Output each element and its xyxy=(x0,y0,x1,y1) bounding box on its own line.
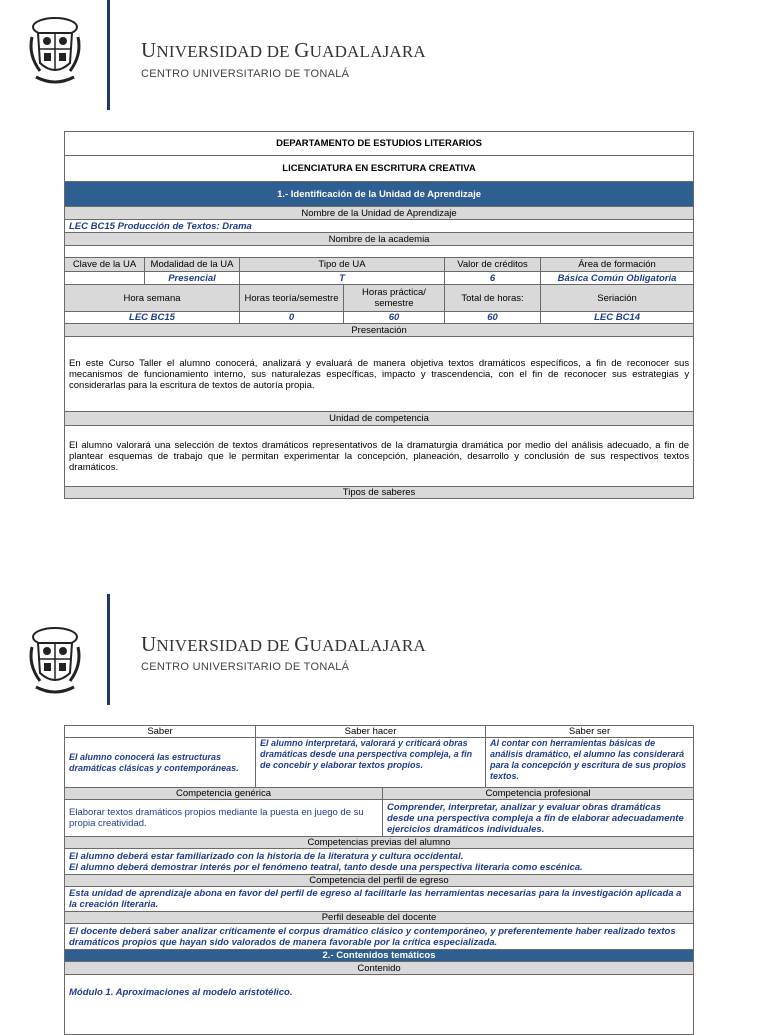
egress-profile-label: Competencia del perfil de egreso xyxy=(65,875,694,887)
area-value: Básica Común Obligatoria xyxy=(541,272,694,285)
academy-label: Nombre de la academia xyxy=(65,233,694,246)
previous-competencies-text xyxy=(65,849,694,875)
ua-name-value: LEC BC15 Producción de Textos: Drama xyxy=(65,220,694,233)
department-title: DEPARTAMENTO DE ESTUDIOS LITERARIOS xyxy=(65,132,694,156)
area-header: Área de formación xyxy=(541,258,694,272)
ua-type-value: T xyxy=(240,272,445,285)
previous-competency-2: El alumno deberá demostrar interés por el fenómeno teatral, tanto desde una perspectiva literaria como escénica. xyxy=(69,861,583,873)
hours-theory-header: Horas teoría/semestre xyxy=(240,285,344,312)
hours-practice-value: 60 xyxy=(344,312,445,324)
previous-competency-1: El alumno deberá estar familiarizado con la historia de la literatura y cultura occidental. xyxy=(69,850,464,862)
ua-key-header: Clave de la UA xyxy=(65,258,145,272)
saber-ser-header: Saber ser xyxy=(486,726,694,738)
credits-header: Valor de créditos xyxy=(445,258,541,272)
university-name: UNIVERSIDAD DE GUADALAJARA xyxy=(141,632,426,656)
saber-hacer-header: Saber hacer xyxy=(256,726,486,738)
section-2-band: 2.- Contenidos temáticos xyxy=(65,950,694,962)
header-divider xyxy=(107,0,110,110)
hours-total-value: 60 xyxy=(445,312,541,324)
competence-label: Unidad de competencia xyxy=(65,412,694,426)
center-name: CENTRO UNIVERSITARIO DE TONALÁ xyxy=(141,661,350,673)
content-label: Contenido xyxy=(65,962,694,975)
hours-week-value: LEC BC15 xyxy=(65,312,240,324)
generic-competence-text: Elaborar textos dramáticos propios mediante la puesta en juego de su propia creatividad. xyxy=(65,800,383,837)
hours-week-header: Hora semana xyxy=(65,285,240,312)
presentation-label: Presentación xyxy=(65,324,694,337)
teacher-profile-text: El docente deberá saber analizar críticamente el corpus dramático clásico y contemporáneo, y preferentemente haber realizado textos dramáticos propios que hayan sido valorados de manera favorable por la crítica especializada. xyxy=(65,924,694,950)
header-divider xyxy=(107,594,110,705)
previous-competencies-label: Competencias previas del alumno xyxy=(65,837,694,849)
hours-total-header: Total de horas: xyxy=(445,285,541,312)
professional-competence-label: Competencia profesional xyxy=(383,788,694,800)
ua-name-label: Nombre de la Unidad de Aprendizaje xyxy=(65,207,694,220)
seriation-value: LEC BC14 xyxy=(541,312,694,324)
university-crest-icon xyxy=(26,625,84,699)
center-name: CENTRO UNIVERSITARIO DE TONALÁ xyxy=(141,68,350,80)
saber-hacer-value: El alumno interpretará, valorará y criticará obras dramáticas desde una perspectiva compleja, a fin de concebir y elaborar textos propios. xyxy=(256,738,486,788)
competence-text: El alumno valorará una selección de textos dramáticos representativos de la dramaturgia dramática por medio del análisis adecuado, a fin de plantear esquemas de trabajo que le permitan experimentar la concepción, planeación, desarrollo y conclusión de sus respectivos textos dramáticos. xyxy=(65,426,694,487)
page1-header xyxy=(0,0,768,120)
ua-key-value xyxy=(65,272,145,285)
knowledge-types-label: Tipos de saberes xyxy=(65,487,694,499)
ua-modality-value: Presencial xyxy=(145,272,240,285)
professional-competence-text: Comprender, interpretar, analizar y evaluar obras dramáticas desde una perspectiva compleja a fin de elaborar adecuadamente ejercicios dramáticos individuales. xyxy=(383,800,694,837)
teacher-profile-label: Perfil deseable del docente xyxy=(65,912,694,924)
hours-practice-header: Horas práctica/ semestre xyxy=(344,285,445,312)
university-name: UNIVERSIDAD DE GUADALAJARA xyxy=(141,38,426,62)
ua-identification-table xyxy=(64,131,694,499)
egress-profile-text: Esta unidad de aprendizaje abona en favor del perfil de egreso al facilitarle las herramientas necesarias para la investigación aplicada a la creación literaria. xyxy=(65,887,694,912)
academy-value xyxy=(65,246,694,258)
presentation-text: En este Curso Taller el alumno conocerá, analizará y evaluará de manera objetiva textos dramáticos específicos, a fin de reconocer sus mecanismos de funcionamiento interno, sus naturalezas específicas, impacto y trascendencia, con el fin de reconocer sus estrategias y considerarlas para la escritura de textos de autoría propia. xyxy=(65,337,694,412)
ua-modality-header: Modalidad de la UA xyxy=(145,258,240,272)
credits-value: 6 xyxy=(445,272,541,285)
university-crest-icon xyxy=(26,15,84,89)
section-1-band: 1.- Identificación de la Unidad de Aprendizaje xyxy=(65,182,694,207)
saber-header: Saber xyxy=(65,726,256,738)
seriation-header: Seriación xyxy=(541,285,694,312)
competencies-table xyxy=(64,725,694,1035)
ua-type-header: Tipo de UA xyxy=(240,258,445,272)
module-1-title: Módulo 1. Aproximaciones al modelo aristotélico. xyxy=(65,975,694,1035)
degree-title: LICENCIATURA EN ESCRITURA CREATIVA xyxy=(65,156,694,182)
page2-header xyxy=(0,592,768,712)
saber-ser-value: Al contar con herramientas básicas de análisis dramático, el alumno las considerará para la concepción y escritura de sus propios textos. xyxy=(486,738,694,788)
saber-value: El alumno conocerá las estructuras dramáticas clásicas y contemporáneas. xyxy=(65,738,256,788)
hours-theory-value: 0 xyxy=(240,312,344,324)
generic-competence-label: Competencia genérica xyxy=(65,788,383,800)
